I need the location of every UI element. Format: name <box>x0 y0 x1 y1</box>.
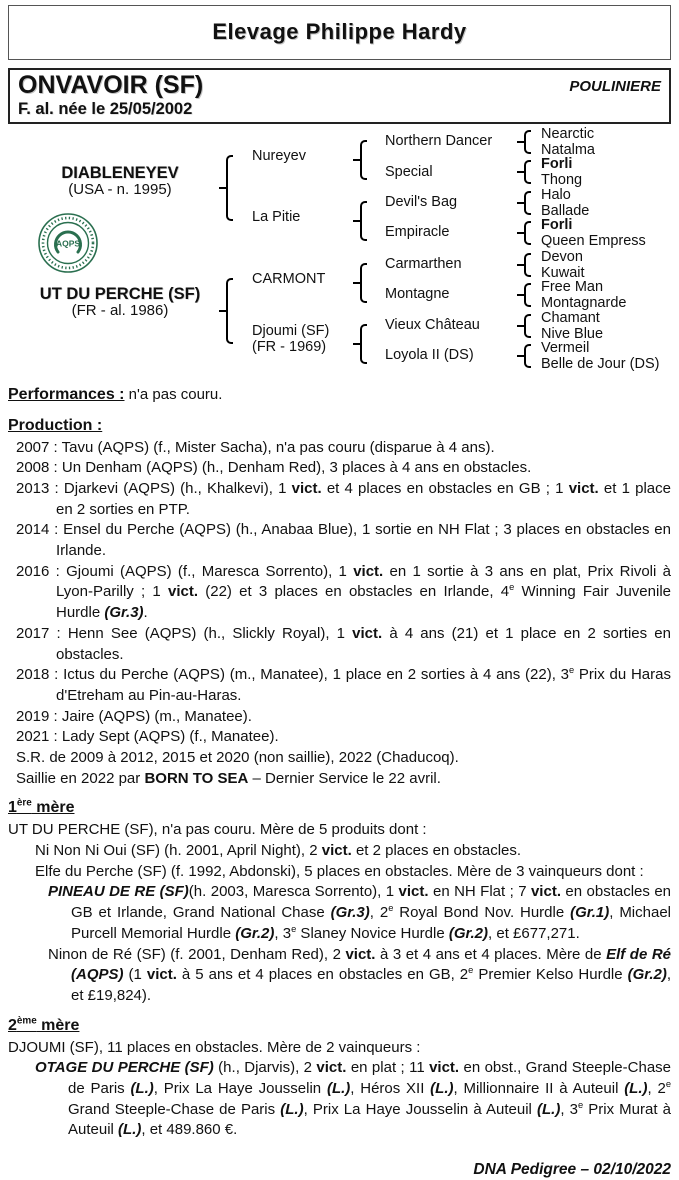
sire-origin: (USA - n. 1995) <box>68 181 172 199</box>
production-line: 2007 : Tavu (AQPS) (f., Mister Sacha), n'a pas couru (disparue à 4 ans). <box>16 438 495 456</box>
sire-name: DIABLENEYEV <box>61 164 179 183</box>
ancestor-gen4: Belle de Jour (DS) <box>541 355 660 372</box>
production-line: 2014 : Ensel du Perche (AQPS) (h., Anabaa Blue), 1 sortie en NH Flat ; 3 places en obstacles en Irlande. <box>16 521 671 560</box>
subject-birth: F. al. née le 25/05/2002 <box>18 99 193 118</box>
bracket <box>524 221 531 245</box>
mare1-heading: 1ère mère <box>8 797 75 817</box>
production-line: 2018 : Ictus du Perche (AQPS) (m., Manatee), 1 place en 2 sorties à 4 ans (22), 3e Prix du Haras d'Etreham au Pin-au-Haras. <box>16 665 671 704</box>
bracket <box>524 130 531 154</box>
mare1-line: Ni Non Ni Oui (SF) (h. 2001, April Night), 2 vict. et 2 places en obstacles. <box>35 842 522 860</box>
ancestor-gen4: Kuwait <box>541 264 585 281</box>
production-line: S.R. de 2009 à 2012, 2015 et 2020 (non saillie), 2022 (Chaducoq). <box>16 748 459 766</box>
document-credit: DNA Pedigree – 02/10/2022 <box>473 1161 671 1179</box>
mare2-heading: 2ème mère <box>8 1015 80 1034</box>
bracket <box>524 283 531 307</box>
subject-name: ONVAVOIR (SF) <box>18 71 204 99</box>
ancestor-gen4: Ballade <box>541 202 590 219</box>
ancestor-gen2: CARMONT <box>252 271 326 288</box>
ancestor-gen4: Forli <box>541 156 573 173</box>
ancestor-gen4-pair <box>541 311 679 342</box>
ancestor-gen3: Northern Dancer <box>385 133 493 150</box>
production-line: 2017 : Henn See (AQPS) (h., Slickly Royal), 1 vict. à 4 ans (21) et 1 place en 2 sorties en obstacles. <box>16 624 671 663</box>
ancestor-gen4: Free Man <box>541 279 604 296</box>
ancestor-gen3: Carmarthen <box>385 256 462 273</box>
production-line: 2016 : Gjoumi (AQPS) (f., Maresca Sorrento), 1 vict. en 1 sortie à 3 ans en plat, Prix Rivoli à Lyon-Parilly ; 1 vict. (22) et 3 places en obstacles en Irlande, 4e Winning Fair Juvenile Hurdle (Gr.3). <box>16 562 671 622</box>
ancestor-gen4: Thong <box>541 171 583 188</box>
ancestor-gen4: Montagnarde <box>541 294 627 311</box>
bracket <box>360 140 367 180</box>
ancestor-gen3: Loyola II (DS) <box>385 347 474 364</box>
ancestor-gen2: La Pitie <box>252 209 301 226</box>
ancestor-gen4-pair <box>541 250 679 281</box>
ancestor-gen4: Devon <box>541 249 583 266</box>
mare1-line: Ninon de Ré (SF) (f. 2001, Denham Red), 2 vict. à 3 et 4 ans et 4 places. Mère de Elf de Ré (AQPS) (1 vict. à 5 ans et 4 places en obstacles en GB, 2e Premier Kelso Hurdle (Gr.2), et £19,824). <box>48 945 671 1004</box>
ancestor-gen4: Queen Empress <box>541 232 646 249</box>
header <box>8 5 671 60</box>
ancestor-gen3: Special <box>385 164 433 181</box>
aqps-logo-icon <box>37 211 99 275</box>
ancestor-gen4: Vermeil <box>541 340 590 357</box>
performances-line: Performances : n'a pas couru. <box>8 386 223 404</box>
bracket <box>524 344 531 368</box>
sire-block <box>16 165 224 198</box>
bracket <box>360 324 367 364</box>
ancestor-gen2: Nureyev <box>252 148 306 165</box>
dam-name: UT DU PERCHE (SF) <box>39 285 201 304</box>
mare2-line: OTAGE DU PERCHE (SF) (h., Djarvis), 2 vict. en plat ; 11 vict. en obst., Grand Steeple-Chase de Paris (L.), Prix La Haye Jousselin (L.), Héros XII (L.), Millionnaire II à Auteuil (L.), 2e Grand Steeple-Chase de Paris (L.), Prix La Haye Jousselin à Auteuil (L.), 3e Prix Murat à Auteuil (L.), et 489.860 €. <box>35 1059 672 1139</box>
ancestor-gen2-origin: (FR - 1969) <box>252 338 327 355</box>
production-line: 2021 : Lady Sept (AQPS) (f., Manatee). <box>16 728 279 746</box>
ancestor-gen2 <box>252 324 358 355</box>
mare1-line: Elfe du Perche (SF) (f. 1992, Abdonski), 5 places en obstacles. Mère de 3 vainqueurs dont : <box>35 862 644 880</box>
bracket <box>360 263 367 303</box>
dam-origin: (FR - al. 1986) <box>71 302 169 320</box>
ancestor-gen3: Vieux Château <box>385 317 480 334</box>
aqps-logo-label: AQPS <box>55 238 81 249</box>
ancestor-gen4-pair <box>541 157 679 188</box>
production-line: Saillie en 2022 par BORN TO SEA – Dernier Service le 22 avril. <box>16 769 441 787</box>
ancestor-gen3: Devil's Bag <box>385 194 458 211</box>
ancestor-gen4: Halo <box>541 187 571 204</box>
bracket <box>360 201 367 241</box>
ancestor-gen4: Chamant <box>541 310 600 327</box>
ancestor-gen4-pair <box>541 341 679 372</box>
dam-block <box>16 286 224 319</box>
production-line: 2019 : Jaire (AQPS) (m., Manatee). <box>16 707 252 725</box>
bracket <box>524 314 531 338</box>
subject-header <box>8 68 671 124</box>
mare1-intro: UT DU PERCHE (SF), n'a pas couru. Mère de 5 produits dont : <box>8 821 427 839</box>
ancestor-gen2-name: Djoumi (SF) <box>252 323 330 340</box>
ancestor-gen4-pair <box>541 188 679 219</box>
ancestor-gen4-pair <box>541 218 679 249</box>
production-line: 2013 : Djarkevi (AQPS) (h., Khalkevi), 1 vict. et 4 places en obstacles en GB ; 1 vict. et 1 place en 2 sorties en PTP. <box>16 480 671 518</box>
mare1-line: PINEAU DE RE (SF)(h. 2003, Maresca Sorrento), 1 vict. en NH Flat ; 7 vict. en obstacles en GB et Irlande, Grand National Chase (Gr.3), 2e Royal Bond Nov. Hurdle (Gr.1), Michael Purcell Memorial Hurdle (Gr.2), 3e Slaney Novice Hurdle (Gr.2), et £677,271. <box>48 883 672 942</box>
mare2-intro: DJOUMI (SF), 11 places en obstacles. Mère de 2 vainqueurs : <box>8 1038 421 1056</box>
bracket <box>226 155 233 221</box>
bracket <box>524 191 531 215</box>
pedigree-tree <box>8 127 671 377</box>
bracket <box>226 278 233 344</box>
subject-role: POULINIERE <box>569 78 661 95</box>
production-line: 2008 : Un Denham (AQPS) (h., Denham Red), 3 places à 4 ans en obstacles. <box>16 459 532 477</box>
ancestor-gen4: Nive Blue <box>541 325 604 342</box>
ancestor-gen3: Montagne <box>385 286 450 303</box>
ancestor-gen4: Nearctic <box>541 126 595 143</box>
ancestor-gen3: Empiracle <box>385 224 450 241</box>
ancestor-gen4: Forli <box>541 217 573 234</box>
farm-title: Elevage Philippe Hardy <box>212 19 467 45</box>
ancestor-gen4-pair <box>541 280 679 311</box>
production-heading: Production : <box>8 416 103 434</box>
bracket <box>524 253 531 277</box>
bracket <box>524 160 531 184</box>
ancestor-gen4: Natalma <box>541 141 595 158</box>
ancestor-gen4-pair <box>541 127 679 158</box>
